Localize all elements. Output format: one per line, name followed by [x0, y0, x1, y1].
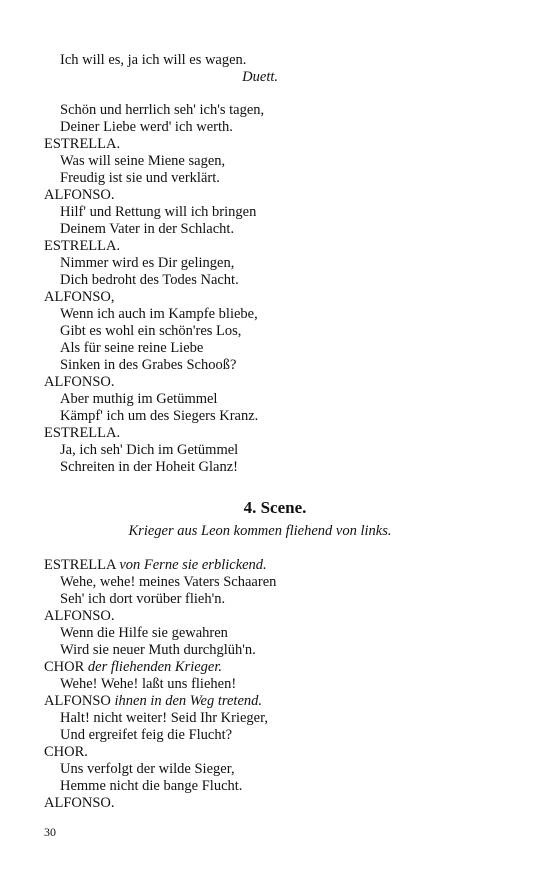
verse-line: Wenn die Hilfe sie gewahren: [60, 625, 228, 641]
verse-line: Seh' ich dort vorüber flieh'n.: [60, 591, 226, 607]
page-number: 30: [44, 825, 56, 839]
stage-direction: von Ferne sie erblickend.: [119, 557, 267, 573]
verse-line: Wehe, wehe! meines Vaters Schaaren: [60, 574, 277, 590]
speaker-name: ALFONSO.: [44, 608, 115, 624]
verse-line: Wenn ich auch im Kampfe bliebe,: [60, 306, 258, 322]
verse-line: Sinken in des Grabes Schooß?: [60, 357, 237, 373]
speaker-with-direction: [44, 557, 267, 574]
verse-line: Ich will es, ja ich will es wagen.: [60, 52, 247, 68]
speaker-name: ALFONSO.: [44, 374, 115, 390]
verse-line: Ja, ich seh' Dich im Getümmel: [60, 442, 239, 458]
stage-direction-duett: Duett.: [242, 69, 278, 85]
verse-line: Und ergreifet feig die Flucht?: [60, 727, 233, 743]
verse-line: Hilf' und Rettung will ich bringen: [60, 204, 257, 220]
verse-line: Kämpf' ich um des Siegers Kranz.: [60, 408, 259, 424]
verse-line: Gibt es wohl ein schön'res Los,: [60, 323, 242, 339]
verse-line: Aber muthig im Getümmel: [60, 391, 218, 407]
verse-line: Was will seine Miene sagen,: [60, 153, 226, 169]
verse-line: Dich bedroht des Todes Nacht.: [60, 272, 239, 288]
speaker-with-direction: [44, 693, 262, 710]
verse-line: Wehe! Wehe! laßt uns fliehen!: [60, 676, 237, 692]
speaker-name: ALFONSO.: [44, 187, 115, 203]
speaker-name: CHOR.: [44, 744, 88, 760]
verse-line: Uns verfolgt der wilde Sieger,: [60, 761, 235, 777]
verse-line: Halt! nicht weiter! Seid Ihr Krieger,: [60, 710, 268, 726]
speaker-name: ESTRELLA.: [44, 136, 121, 152]
speaker-name: ALFONSO,: [44, 289, 115, 305]
speaker-name: ALFONSO: [44, 693, 111, 709]
verse-line: Hemme nicht die bange Flucht.: [60, 778, 243, 794]
verse-line: Schreiten in der Hoheit Glanz!: [60, 459, 238, 475]
verse-line: Deinem Vater in der Schlacht.: [60, 221, 235, 237]
speaker-name: CHOR: [44, 659, 85, 675]
scene-stage-direction: Krieger aus Leon kommen fliehend von links.: [128, 523, 392, 539]
verse-line: Nimmer wird es Dir gelingen,: [60, 255, 235, 271]
verse-line: Freudig ist sie und verklärt.: [60, 170, 220, 186]
speaker-with-direction: [44, 659, 222, 676]
speaker-name: ESTRELLA: [44, 557, 116, 573]
stage-direction: ihnen in den Weg tretend.: [114, 693, 263, 709]
verse-line: Deiner Liebe werd' ich werth.: [60, 119, 233, 135]
verse-line: Schön und herrlich seh' ich's tagen,: [60, 102, 265, 118]
speaker-name: ESTRELLA.: [44, 238, 121, 254]
speaker-name: ALFONSO.: [44, 795, 115, 811]
stage-direction: der fliehenden Krieger.: [87, 659, 223, 675]
verse-line: Als für seine reine Liebe: [60, 340, 204, 356]
scene-heading: 4. Scene.: [243, 498, 307, 517]
verse-line: Wird sie neuer Muth durchglüh'n.: [60, 642, 256, 658]
speaker-name: ESTRELLA.: [44, 425, 121, 441]
